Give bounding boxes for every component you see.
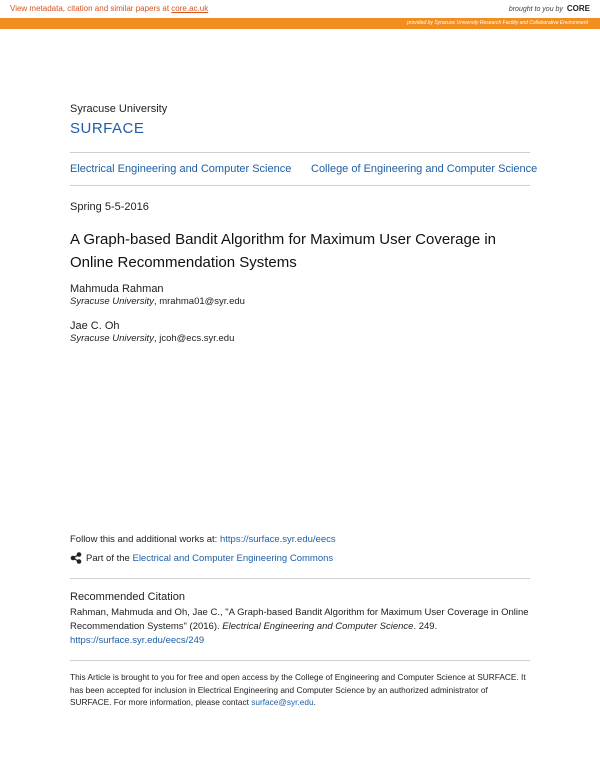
paper-title: A Graph-based Bandit Algorithm for Maximum User Coverage in Online Recommendation Systems bbox=[70, 231, 497, 271]
contact-email-link[interactable]: surface@syr.edu bbox=[251, 697, 314, 707]
citation-text: Rahman, Mahmuda and Oh, Jae C., "A Graph-based Bandit Algorithm for Maximum User Coverage in Online Recommendation Systems" (2016). Electrical Engineering and Computer Science. 249. https://surface.syr.edu/eecs/249 bbox=[70, 607, 529, 646]
provider-bar bbox=[0, 18, 600, 29]
publication-date: Spring 5-5-2016 bbox=[70, 201, 149, 213]
divider bbox=[70, 660, 530, 661]
divider bbox=[70, 578, 530, 579]
divider bbox=[70, 152, 530, 153]
author-name: Mahmuda Rahman bbox=[70, 283, 164, 295]
brought-by: brought to you by CORE bbox=[508, 4, 590, 13]
citation-heading: Recommended Citation bbox=[70, 591, 185, 603]
department-link-college[interactable]: College of Engineering and Computer Science bbox=[311, 163, 538, 175]
core-banner bbox=[0, 0, 600, 18]
core-logo[interactable]: CORE bbox=[566, 4, 590, 13]
repository-link[interactable]: SURFACE bbox=[70, 120, 145, 137]
citation-url[interactable]: https://surface.syr.edu/eecs/249 bbox=[70, 635, 205, 646]
access-notice: This Article is brought to you for free and open access by the College of Engineering and Computer Science at SURFACE. It has been accepted for inclusion in Electrical Engineering and Computer Science by an authorized administrator of SURFACE. For more information, please contact surface@syr.edu. bbox=[70, 672, 526, 707]
core-ac-uk-link[interactable]: core.ac.uk bbox=[171, 4, 209, 13]
eecs-collection-link[interactable]: https://surface.syr.edu/eecs bbox=[219, 534, 336, 545]
commons-network-icon bbox=[70, 552, 82, 564]
author-affiliation: Syracuse University, jcoh@ecs.syr.edu bbox=[70, 333, 235, 344]
author-affiliation: Syracuse University, mrahma01@syr.edu bbox=[70, 296, 245, 307]
institution-name: Syracuse University bbox=[70, 103, 168, 115]
department-link-eecs[interactable]: Electrical Engineering and Computer Science bbox=[70, 163, 292, 175]
commons-link[interactable]: Electrical and Computer Engineering Commons bbox=[132, 552, 334, 564]
provider-text: provided by Syracuse University Research Facility and Collaborative Environment bbox=[407, 20, 588, 26]
metadata-notice: View metadata, citation and similar papers at core.ac.uk bbox=[10, 4, 209, 13]
part-of-line: Part of the Electrical and Computer Engineering Commons bbox=[70, 552, 333, 564]
author-name: Jae C. Oh bbox=[70, 320, 120, 332]
divider bbox=[70, 185, 530, 186]
follow-line: Follow this and additional works at: https://surface.syr.edu/eecs bbox=[70, 534, 336, 545]
